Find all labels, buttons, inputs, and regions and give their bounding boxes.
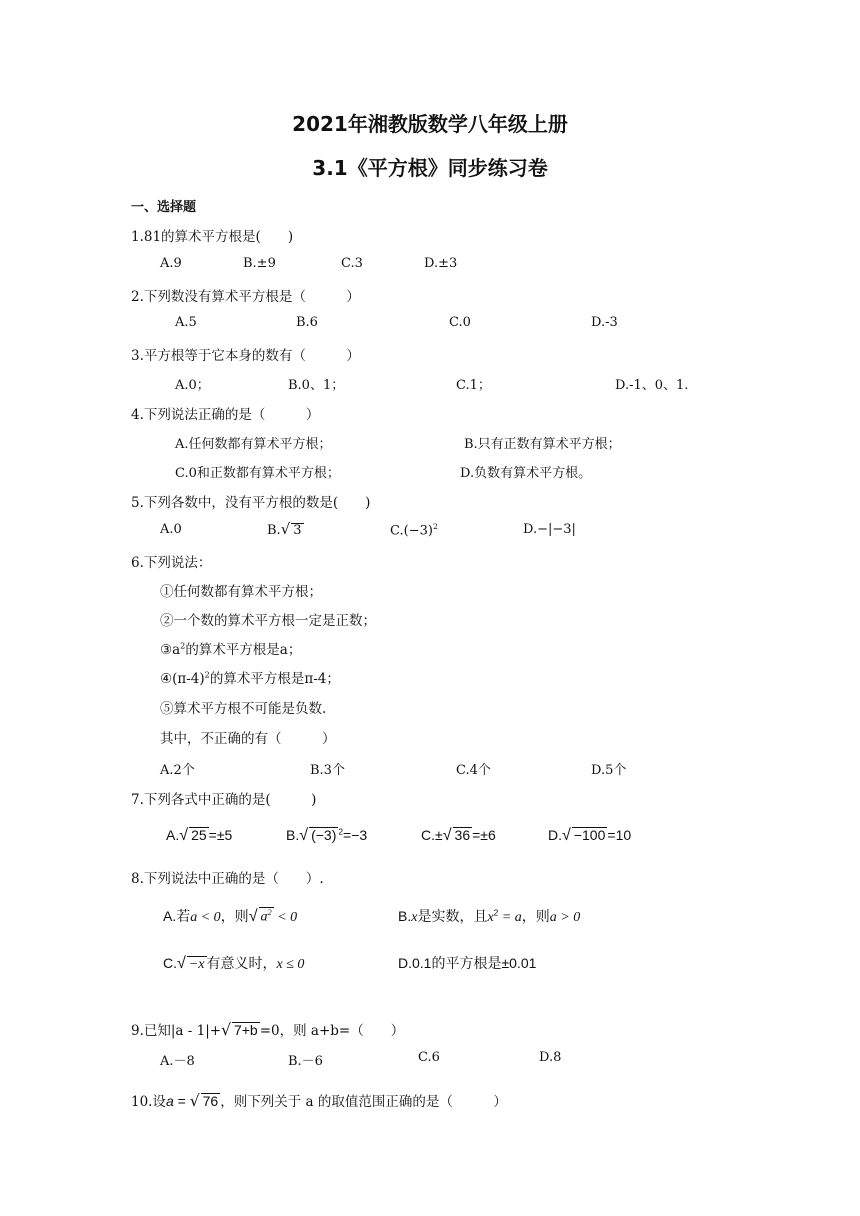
q5-option-c [390, 522, 438, 538]
q1-option-b: B.±9 [243, 256, 276, 271]
q10-radicand: 76 [202, 1093, 219, 1109]
q8-a-prefix: A.若 [163, 908, 191, 924]
q9-option-a: A.－8 [160, 1054, 195, 1069]
q8-b-eq-variable: x [487, 910, 494, 925]
q8-b-equals: = a [498, 910, 522, 925]
q10-variable: a [165, 1093, 174, 1109]
q7-b-prefix: B. [286, 827, 300, 843]
q8-a-rest: < 0 [273, 910, 298, 925]
q8-option-b [398, 906, 580, 926]
q8-c-radicand: −x [188, 957, 205, 972]
sqrt-symbol: √ [177, 954, 186, 972]
question-5-stem: 5.下列各数中，没有平方根的数是( ) [131, 495, 371, 511]
q5-option-a: A.0 [160, 522, 182, 537]
sqrt-symbol: √ [562, 826, 571, 844]
q8-b-variable: x [411, 910, 418, 925]
q6-s3-exponent: 2 [180, 640, 186, 651]
q8-c-prefix: C. [163, 955, 177, 971]
q9-option-d: D.8 [539, 1050, 562, 1065]
q5-option-b [267, 520, 304, 538]
q1-option-c: C.3 [341, 256, 363, 271]
question-1-stem: 1.81的算术平方根是( ) [131, 229, 294, 245]
q10-rest: ，则下列关于 a 的取值范围正确的是（ ） [220, 1094, 507, 1110]
sqrt-symbol: √ [189, 1092, 200, 1110]
q8-b-exponent: 2 [493, 907, 499, 918]
q2-option-a: A.5 [175, 315, 197, 330]
q5-b-prefix: B. [267, 523, 281, 538]
q6-option-d: D.5个 [591, 763, 627, 778]
document-title: 2021年湘教版数学八年级上册 [292, 112, 568, 136]
q4-option-a: A.任何数都有算术平方根； [175, 437, 332, 452]
q7-d-prefix: D. [548, 827, 562, 843]
q8-b-mid: 是实数，且 [417, 908, 488, 924]
q6-statement-4 [160, 667, 340, 687]
q8-option-a [163, 906, 297, 926]
q9-radicand: 7+b [233, 1022, 258, 1038]
q5-b-radicand: 3 [293, 523, 302, 538]
q3-option-b: B.0、1； [288, 378, 345, 393]
q7-a-radicand: 25 [191, 827, 207, 843]
q8-c-rest: x ≤ 0 [276, 957, 305, 972]
q4-option-c: C.0和正数都有算术平方根； [175, 466, 340, 481]
question-8-stem: 8.下列说法中正确的是（ ）. [131, 871, 324, 887]
question-3-stem: 3.平方根等于它本身的数有（ ） [131, 348, 360, 364]
q6-question: 其中，不正确的有（ ） [160, 731, 336, 747]
q3-option-c: C.1； [456, 378, 491, 393]
q7-c-prefix: C.± [421, 827, 443, 843]
sqrt-symbol: √ [221, 1021, 231, 1039]
q7-option-c [421, 826, 496, 845]
q6-option-b: B.3个 [310, 763, 345, 778]
q10-prefix: 10.设 [131, 1094, 166, 1110]
q8-c-mid: 有意义时， [206, 955, 277, 971]
q8-option-c [163, 953, 304, 973]
q6-option-c: C.4个 [456, 763, 491, 778]
q3-option-a: A.0； [175, 378, 210, 393]
q6-statement-5: ⑤算术平方根不可能是负数. [160, 701, 327, 717]
q7-option-d [548, 826, 631, 845]
sqrt-symbol: √ [299, 826, 309, 844]
q6-statement-3 [160, 638, 301, 658]
q7-d-radicand: −100 [573, 827, 606, 843]
q8-a-radical [259, 907, 274, 925]
question-10-stem [131, 1090, 507, 1110]
q2-option-b: B.6 [296, 315, 318, 330]
q8-b-rest: a > 0 [549, 910, 581, 925]
q9-rest: =0，则 a+b=（ ） [259, 1023, 405, 1039]
question-6-stem: 6.下列说法： [131, 555, 212, 571]
q8-b-prefix: B. [398, 908, 412, 924]
q6-statement-1: ①任何数都有算术平方根； [160, 584, 322, 600]
q5-option-d: D.−|−3| [523, 522, 576, 537]
question-9-stem [131, 1019, 404, 1039]
q7-option-a [166, 826, 232, 845]
question-4-stem: 4.下列说法正确的是（ ） [131, 407, 320, 423]
q7-d-rest: =10 [607, 827, 632, 843]
q7-c-radicand: 36 [454, 827, 471, 843]
sqrt-symbol: √ [280, 520, 291, 538]
q6-statement-2: ②一个数的算术平方根一定是正数； [160, 613, 376, 629]
q9-option-c: C.6 [418, 1050, 440, 1065]
q8-a-condition: a < 0 [190, 910, 221, 925]
q10-equals: = [173, 1093, 190, 1109]
q5-c-prefix: C.(−3) [390, 523, 433, 539]
q8-b-then: ，则 [521, 908, 550, 924]
q8-a-then: ，则 [220, 908, 249, 924]
sqrt-symbol: √ [248, 907, 258, 925]
q6-option-a: A.2个 [160, 763, 195, 778]
q9-prefix: 9.已知|a - 1|+ [131, 1023, 222, 1039]
q6-s4-base: ④(π-4) [160, 671, 205, 687]
q4-option-b: B.只有正数有算术平方根； [464, 437, 621, 452]
q8-a-exponent: 2 [267, 908, 272, 918]
q8-option-d: D.0.1的平方根是±0.01 [398, 955, 537, 971]
document-subtitle: 3.1《平方根》同步练习卷 [312, 156, 548, 180]
q9-option-b: B.－6 [288, 1054, 323, 1069]
q1-option-a: A.9 [160, 256, 182, 271]
q6-s4-exponent: 2 [204, 669, 210, 680]
q4-option-d: D.负数有算术平方根。 [460, 466, 592, 481]
q7-c-rest: =±6 [472, 827, 496, 843]
sqrt-symbol: √ [179, 826, 189, 844]
section-heading: 一、选择题 [131, 200, 197, 215]
q5-c-exponent: 2 [432, 522, 438, 531]
q1-option-d: D.±3 [424, 256, 458, 271]
q7-b-rest: =−3 [343, 827, 368, 843]
q7-b-exponent: 2 [338, 826, 344, 837]
q2-option-d: D.-3 [591, 315, 618, 330]
q2-option-c: C.0 [449, 315, 471, 330]
q6-s4-rest: 的算术平方根是π-4； [209, 671, 340, 687]
question-2-stem: 2.下列数没有算术平方根是（ ） [131, 289, 360, 305]
sqrt-symbol: √ [442, 826, 452, 844]
q7-b-radicand: (−3) [311, 827, 337, 843]
q6-s3-base: ③a [160, 642, 181, 658]
question-7-stem: 7.下列各式中正确的是( ) [131, 792, 317, 808]
q3-option-d: D.-1、0、1. [615, 378, 689, 393]
q6-s3-rest: 的算术平方根是a； [185, 642, 302, 658]
q7-a-rest: =±5 [208, 827, 233, 843]
q8-a-radicand: a [260, 910, 268, 925]
q7-a-prefix: A. [166, 827, 180, 843]
q7-option-b [286, 826, 367, 845]
